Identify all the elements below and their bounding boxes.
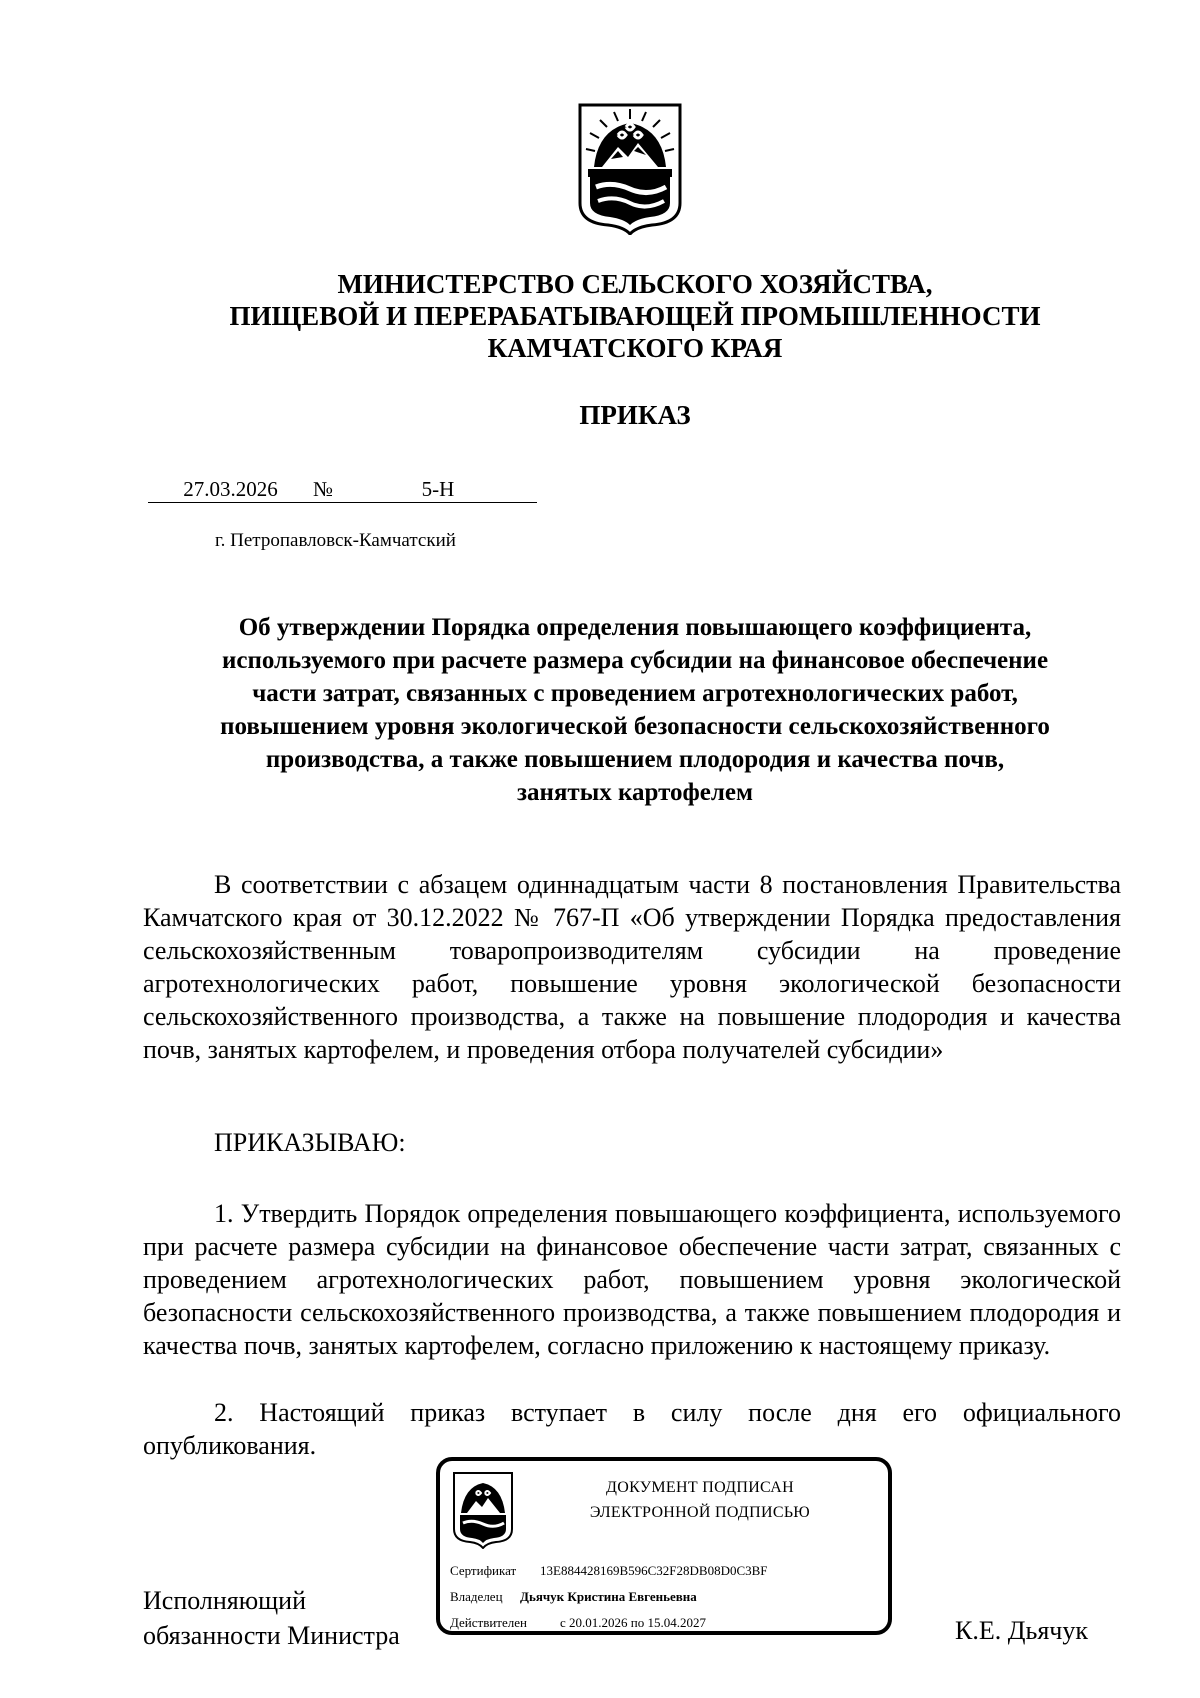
- coat-of-arms-icon: [578, 103, 682, 235]
- owner-row: [450, 1589, 697, 1605]
- order-item-2: 2. Настоящий приказ вступает в силу после дня его официального опубликования.: [143, 1398, 1121, 1460]
- preamble-paragraph: В соответствии с абзацем одиннадцатым части 8 постановления Правительства Камчатского края от 30.12.2022 № 767-П «Об утверждении Порядка предоставления сельскохозяйственным товаропроизводителям субсидии на проведение агротехнологических работ, повышение уровня экологической безопасности сельскохозяйственного производства, а также на повышение плодородия и качества почв, занятых картофелем, и проведения отбора получателей субсидии»: [143, 870, 1121, 1064]
- title-line: части затрат, связанных с проведением агротехнологических работ,: [252, 680, 1018, 707]
- heading-line: ПИЩЕВОЙ И ПЕРЕРАБАТЫВАЮЩЕЙ ПРОМЫШЛЕННОСТИ: [229, 301, 1041, 331]
- heading-line: КАМЧАТСКОГО КРАЯ: [487, 333, 783, 363]
- owner-label: Владелец: [450, 1589, 503, 1604]
- position-line: Исполняющий: [143, 1586, 307, 1615]
- title-line: производства, а также повышением плодородия и качества почв,: [265, 746, 1005, 773]
- date-number-line: [148, 476, 537, 504]
- stamp-header: [520, 1475, 880, 1525]
- ministry-heading: [150, 268, 1120, 364]
- signatory-name: К.Е. Дьячук: [955, 1616, 1088, 1645]
- document-city: г. Петропавловск-Камчатский: [215, 530, 456, 551]
- stamp-header-line: ДОКУМЕНТ ПОДПИСАН: [606, 1479, 794, 1496]
- document-number: 5-Н: [339, 476, 537, 503]
- orders-word: ПРИКАЗЫВАЮ:: [214, 1128, 406, 1157]
- validity-value: с 20.01.2026 по 15.04.2027: [560, 1615, 706, 1630]
- certificate-row: [450, 1563, 768, 1579]
- order-item-1: 1. Утвердить Порядок определения повышающего коэффициента, используемого при расчете размера субсидии на финансовое обеспечение части затрат, связанных с проведением агротехнологических работ, повышением уровня экологической безопасности сельскохозяйственного производства, а также повышением плодородия и качества почв, занятых картофелем, согласно приложению к настоящему приказу.: [143, 1199, 1121, 1360]
- owner-value: Дьячук Кристина Евгеньевна: [520, 1589, 697, 1604]
- electronic-signature-stamp: [436, 1457, 892, 1635]
- certificate-value: 13E884428169B596C32F28DB08D0C3BF: [540, 1563, 768, 1578]
- heading-line: МИНИСТЕРСТВО СЕЛЬСКОГО ХОЗЯЙСТВА,: [337, 269, 933, 299]
- validity-row: [450, 1615, 706, 1631]
- title-line: занятых картофелем: [516, 779, 754, 806]
- certificate-label: Сертификат: [450, 1563, 517, 1578]
- title-line: Об утверждении Порядка определения повышающего коэффициента,: [238, 614, 1032, 641]
- document-title: [150, 611, 1120, 809]
- position-line: обязанности Министра: [143, 1621, 400, 1650]
- number-sign: №: [313, 476, 339, 503]
- document-type: ПРИКАЗ: [579, 400, 691, 430]
- validity-label: Действителен: [450, 1615, 527, 1630]
- signatory-position: [143, 1583, 400, 1653]
- document-date: 27.03.2026: [148, 476, 313, 503]
- title-line: используемого при расчете размера субсидии на финансовое обеспечение: [221, 647, 1049, 674]
- stamp-header-line: ЭЛЕКТРОННОЙ ПОДПИСЬЮ: [589, 1504, 811, 1521]
- title-line: повышением уровня экологической безопасности сельскохозяйственного: [220, 713, 1050, 740]
- coat-of-arms-icon: [452, 1471, 514, 1549]
